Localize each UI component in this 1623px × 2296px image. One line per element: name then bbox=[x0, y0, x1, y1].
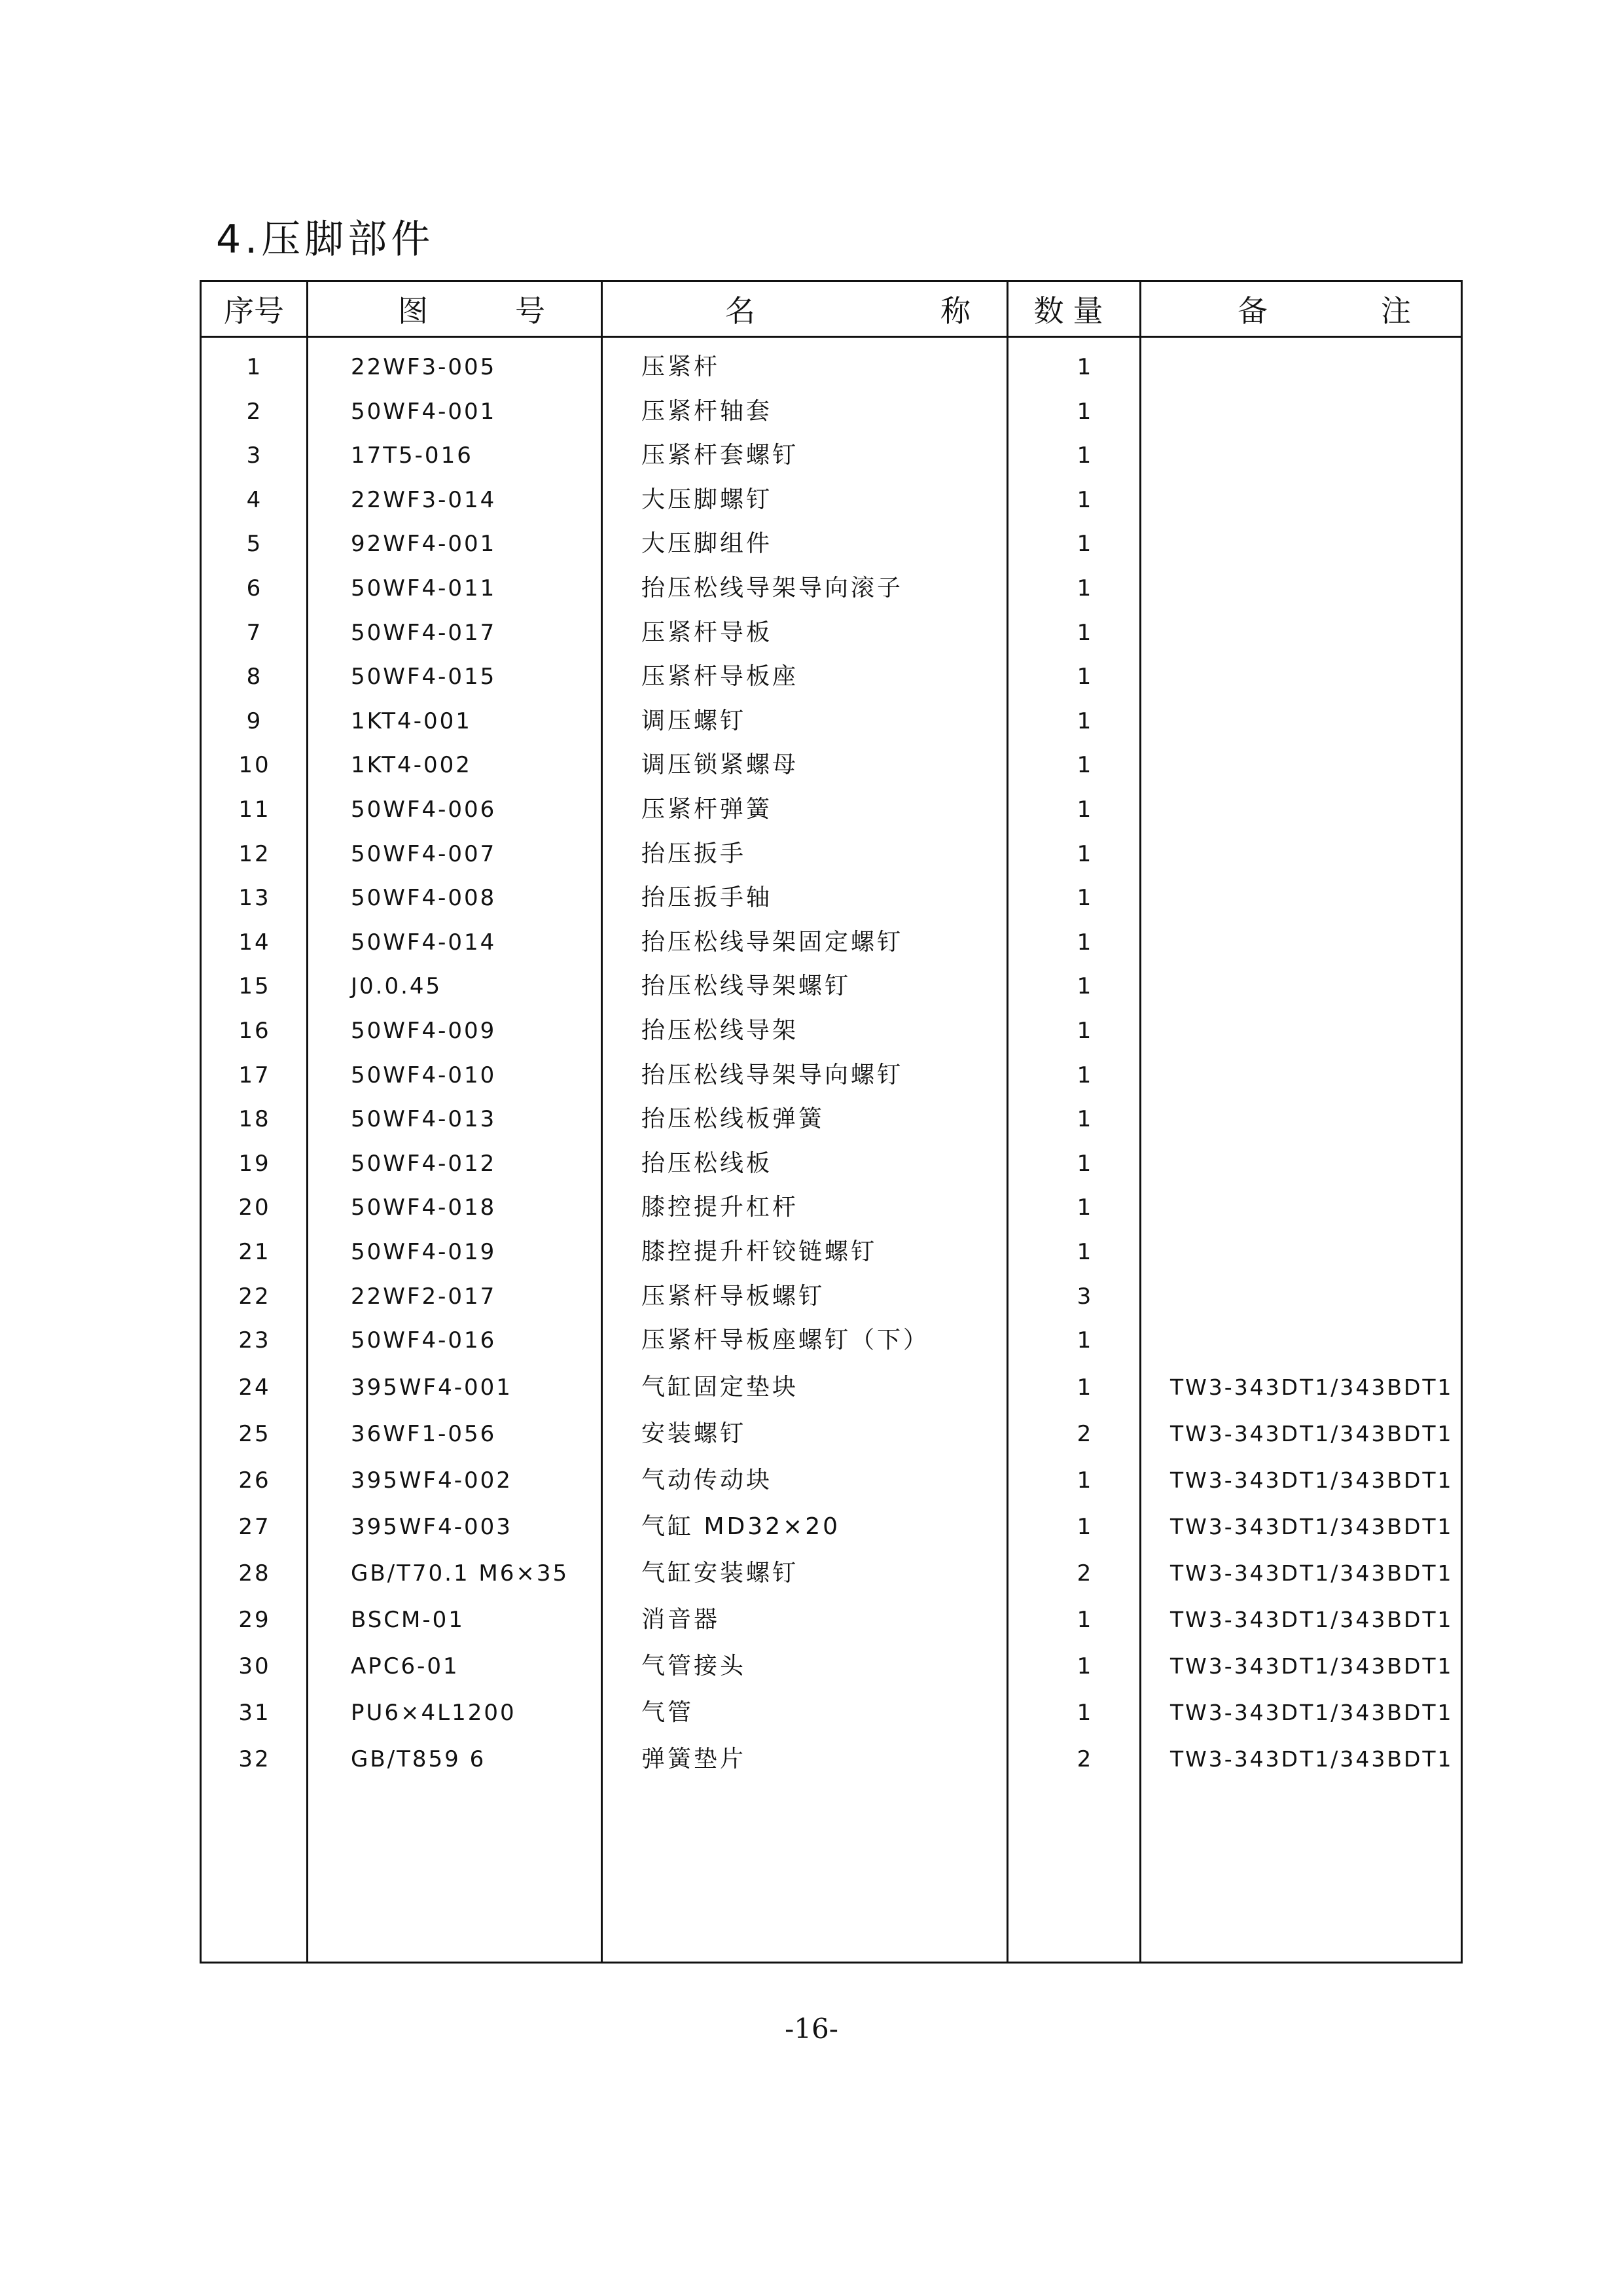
row-number: 31 bbox=[238, 1699, 271, 1726]
part-number: 22WF3-005 bbox=[351, 354, 497, 380]
row-number: 10 bbox=[238, 752, 271, 779]
row-number: 1 bbox=[246, 354, 263, 380]
header-name-a: 名 bbox=[725, 293, 755, 329]
quantity: 1 bbox=[1077, 531, 1094, 558]
part-name: 抬压松线导架固定螺钉 bbox=[641, 928, 904, 956]
quantity: 1 bbox=[1077, 929, 1094, 956]
row-number: 3 bbox=[246, 442, 263, 469]
part-name: 压紧杆导板 bbox=[641, 619, 773, 646]
row-number: 25 bbox=[238, 1420, 271, 1447]
quantity: 1 bbox=[1077, 664, 1094, 691]
part-number: 395WF4-001 bbox=[351, 1374, 512, 1401]
part-number: 50WF4-018 bbox=[351, 1194, 497, 1221]
header-part-no bbox=[306, 282, 601, 336]
remark: TW3-343DT1/343BDT1 bbox=[1170, 1420, 1454, 1446]
part-name: 压紧杆套螺钉 bbox=[641, 442, 799, 469]
table-row bbox=[202, 1693, 1461, 1732]
remark: TW3-343DT1/343BDT1 bbox=[1170, 1513, 1454, 1539]
part-number: 50WF4-017 bbox=[351, 619, 497, 646]
quantity: 1 bbox=[1077, 1150, 1094, 1177]
row-number: 11 bbox=[238, 797, 271, 823]
table-row bbox=[202, 613, 1461, 653]
part-name: 消音器 bbox=[641, 1605, 721, 1633]
part-number: 50WF4-011 bbox=[351, 575, 497, 601]
quantity: 1 bbox=[1077, 486, 1094, 513]
row-number: 22 bbox=[238, 1283, 271, 1310]
table-row bbox=[202, 702, 1461, 741]
quantity: 1 bbox=[1077, 1513, 1094, 1540]
part-number: PU6×4L1200 bbox=[351, 1699, 516, 1726]
table-row bbox=[202, 1188, 1461, 1227]
quantity: 1 bbox=[1077, 752, 1094, 779]
part-name: 气缸 MD32×20 bbox=[641, 1513, 841, 1540]
table-row bbox=[202, 1100, 1461, 1139]
remark: TW3-343DT1/343BDT1 bbox=[1170, 1374, 1454, 1400]
row-number: 28 bbox=[238, 1560, 271, 1587]
part-name: 抬压松线导架导向滚子 bbox=[641, 575, 904, 601]
row-number: 5 bbox=[246, 531, 263, 558]
table-row bbox=[202, 790, 1461, 829]
part-name: 气缸安装螺钉 bbox=[641, 1559, 799, 1587]
part-number: 36WF1-056 bbox=[351, 1420, 497, 1447]
row-number: 12 bbox=[238, 840, 271, 867]
part-number: 17T5-016 bbox=[351, 442, 473, 469]
part-number: 92WF4-001 bbox=[351, 531, 497, 558]
table-row bbox=[202, 1554, 1461, 1593]
quantity: 2 bbox=[1077, 1746, 1094, 1772]
part-number: 22WF2-017 bbox=[351, 1283, 497, 1310]
quantity: 1 bbox=[1077, 619, 1094, 646]
quantity: 1 bbox=[1077, 973, 1094, 1000]
part-name: 抬压扳手 bbox=[641, 840, 747, 867]
quantity: 1 bbox=[1077, 1194, 1094, 1221]
part-number: 50WF4-010 bbox=[351, 1062, 497, 1088]
table-row bbox=[202, 1321, 1461, 1360]
part-name: 抬压松线板弹簧 bbox=[641, 1105, 825, 1133]
header-part-no-b: 号 bbox=[515, 293, 545, 329]
header-qty: 数量 bbox=[1033, 293, 1113, 329]
part-name: 气动传动块 bbox=[641, 1466, 773, 1494]
table-row bbox=[202, 967, 1461, 1006]
part-number: 50WF4-013 bbox=[351, 1106, 497, 1133]
remark: TW3-343DT1/343BDT1 bbox=[1170, 1560, 1454, 1586]
row-number: 13 bbox=[238, 885, 271, 912]
part-number: BSCM-01 bbox=[351, 1606, 465, 1633]
quantity: 1 bbox=[1077, 1062, 1094, 1088]
header-divider bbox=[202, 336, 1461, 338]
row-number: 7 bbox=[246, 619, 263, 646]
part-name: 弹簧垫片 bbox=[641, 1745, 747, 1772]
part-number: 50WF4-008 bbox=[351, 885, 497, 912]
quantity: 1 bbox=[1077, 1374, 1094, 1401]
quantity: 1 bbox=[1077, 708, 1094, 734]
quantity: 1 bbox=[1077, 354, 1094, 380]
part-number: APC6-01 bbox=[351, 1653, 459, 1679]
table-row bbox=[202, 1277, 1461, 1316]
quantity: 1 bbox=[1077, 885, 1094, 912]
row-number: 21 bbox=[238, 1239, 271, 1265]
part-number: 395WF4-002 bbox=[351, 1467, 512, 1494]
quantity: 2 bbox=[1077, 1420, 1094, 1447]
table-row bbox=[202, 1600, 1461, 1640]
row-number: 6 bbox=[246, 575, 263, 601]
table-row bbox=[202, 436, 1461, 475]
part-name: 安装螺钉 bbox=[641, 1420, 747, 1447]
row-number: 23 bbox=[238, 1327, 271, 1354]
header-note-b: 注 bbox=[1381, 293, 1411, 329]
part-name: 大压脚螺钉 bbox=[641, 486, 773, 513]
row-number: 2 bbox=[246, 398, 263, 425]
quantity: 1 bbox=[1077, 442, 1094, 469]
part-name: 压紧杆 bbox=[641, 353, 721, 380]
remark: TW3-343DT1/343BDT1 bbox=[1170, 1467, 1454, 1493]
page-number: -16- bbox=[785, 2013, 838, 2045]
quantity: 1 bbox=[1077, 1699, 1094, 1726]
part-name: 膝控提升杆铰链螺钉 bbox=[641, 1238, 878, 1265]
table-row bbox=[202, 1144, 1461, 1183]
quantity: 2 bbox=[1077, 1560, 1094, 1587]
part-number: 50WF4-014 bbox=[351, 929, 497, 956]
part-name: 膝控提升杠杆 bbox=[641, 1194, 799, 1221]
part-number: 22WF3-014 bbox=[351, 486, 497, 513]
quantity: 1 bbox=[1077, 1606, 1094, 1633]
part-name: 气管接头 bbox=[641, 1652, 747, 1679]
header-note bbox=[1139, 282, 1460, 336]
table-row bbox=[202, 878, 1461, 918]
table-row bbox=[202, 1232, 1461, 1272]
remark: TW3-343DT1/343BDT1 bbox=[1170, 1699, 1454, 1725]
part-name: 大压脚组件 bbox=[641, 530, 773, 558]
table-row bbox=[202, 745, 1461, 785]
part-name: 压紧杆导板座 bbox=[641, 663, 799, 691]
table-row bbox=[202, 1056, 1461, 1095]
part-name: 抬压松线板 bbox=[641, 1149, 773, 1177]
row-number: 24 bbox=[238, 1374, 271, 1401]
part-number: 1KT4-002 bbox=[351, 752, 472, 779]
part-number: J0.0.45 bbox=[351, 973, 442, 1000]
part-name: 抬压扳手轴 bbox=[641, 884, 773, 912]
part-number: 50WF4-006 bbox=[351, 797, 497, 823]
part-number: GB/T859 6 bbox=[351, 1746, 486, 1772]
remark: TW3-343DT1/343BDT1 bbox=[1170, 1653, 1454, 1679]
table-row bbox=[202, 524, 1461, 564]
quantity: 1 bbox=[1077, 797, 1094, 823]
quantity: 1 bbox=[1077, 1653, 1094, 1679]
part-number: 50WF4-019 bbox=[351, 1239, 497, 1265]
remark: TW3-343DT1/343BDT1 bbox=[1170, 1606, 1454, 1632]
quantity: 3 bbox=[1077, 1283, 1094, 1310]
header-name bbox=[601, 282, 1007, 336]
header-no: 序号 bbox=[224, 293, 284, 329]
part-number: 50WF4-001 bbox=[351, 398, 497, 425]
row-number: 26 bbox=[238, 1467, 271, 1494]
part-name: 抬压松线导架导向螺钉 bbox=[641, 1061, 904, 1088]
header-part-no-a: 图 bbox=[398, 293, 428, 329]
row-number: 18 bbox=[238, 1106, 271, 1133]
part-number: 50WF4-012 bbox=[351, 1150, 497, 1177]
quantity: 1 bbox=[1077, 1239, 1094, 1265]
part-name: 压紧杆弹簧 bbox=[641, 796, 773, 823]
table-row bbox=[202, 923, 1461, 962]
row-number: 30 bbox=[238, 1653, 271, 1679]
row-number: 19 bbox=[238, 1150, 271, 1177]
quantity: 1 bbox=[1077, 1467, 1094, 1494]
part-name: 抬压松线导架 bbox=[641, 1017, 799, 1044]
row-number: 9 bbox=[246, 708, 263, 734]
part-number: 50WF4-015 bbox=[351, 664, 497, 691]
header-note-a: 备 bbox=[1238, 293, 1268, 329]
table-row bbox=[202, 1461, 1461, 1500]
table-row bbox=[202, 480, 1461, 520]
part-name: 气缸固定垫块 bbox=[641, 1373, 799, 1401]
table-row bbox=[202, 1011, 1461, 1050]
table-row bbox=[202, 657, 1461, 696]
table-row bbox=[202, 1647, 1461, 1686]
row-number: 16 bbox=[238, 1018, 271, 1044]
table-row bbox=[202, 392, 1461, 431]
quantity: 1 bbox=[1077, 1018, 1094, 1044]
quantity: 1 bbox=[1077, 1106, 1094, 1133]
row-number: 20 bbox=[238, 1194, 271, 1221]
row-number: 29 bbox=[238, 1606, 271, 1633]
table-row bbox=[202, 569, 1461, 608]
remark: TW3-343DT1/343BDT1 bbox=[1170, 1746, 1454, 1772]
table-row bbox=[202, 1414, 1461, 1454]
quantity: 1 bbox=[1077, 840, 1094, 867]
row-number: 4 bbox=[246, 486, 263, 513]
table-row bbox=[202, 1740, 1461, 1779]
table-row bbox=[202, 834, 1461, 874]
part-number: GB/T70.1 M6×35 bbox=[351, 1560, 569, 1587]
table-row bbox=[202, 1507, 1461, 1547]
part-name: 抬压松线导架螺钉 bbox=[641, 973, 851, 1000]
part-name: 调压锁紧螺母 bbox=[641, 751, 799, 779]
part-name: 气管 bbox=[641, 1698, 694, 1726]
part-name: 压紧杆导板座螺钉（下） bbox=[641, 1327, 930, 1354]
table-row bbox=[202, 1368, 1461, 1407]
row-number: 27 bbox=[238, 1513, 271, 1540]
row-number: 14 bbox=[238, 929, 271, 956]
row-number: 8 bbox=[246, 664, 263, 691]
quantity: 1 bbox=[1077, 398, 1094, 425]
part-name: 压紧杆轴套 bbox=[641, 397, 773, 425]
part-number: 50WF4-007 bbox=[351, 840, 497, 867]
part-number: 1KT4-001 bbox=[351, 708, 472, 734]
row-number: 17 bbox=[238, 1062, 271, 1088]
part-number: 50WF4-016 bbox=[351, 1327, 497, 1354]
row-number: 32 bbox=[238, 1746, 271, 1772]
quantity: 1 bbox=[1077, 1327, 1094, 1354]
row-number: 15 bbox=[238, 973, 271, 1000]
header-name-b: 称 bbox=[940, 293, 971, 329]
table-row bbox=[202, 348, 1461, 387]
section-title: 4.压脚部件 bbox=[216, 217, 435, 262]
part-number: 395WF4-003 bbox=[351, 1513, 512, 1540]
quantity: 1 bbox=[1077, 575, 1094, 601]
part-name: 调压螺钉 bbox=[641, 707, 747, 734]
part-number: 50WF4-009 bbox=[351, 1018, 497, 1044]
part-name: 压紧杆导板螺钉 bbox=[641, 1282, 825, 1310]
parts-table bbox=[200, 280, 1463, 1964]
